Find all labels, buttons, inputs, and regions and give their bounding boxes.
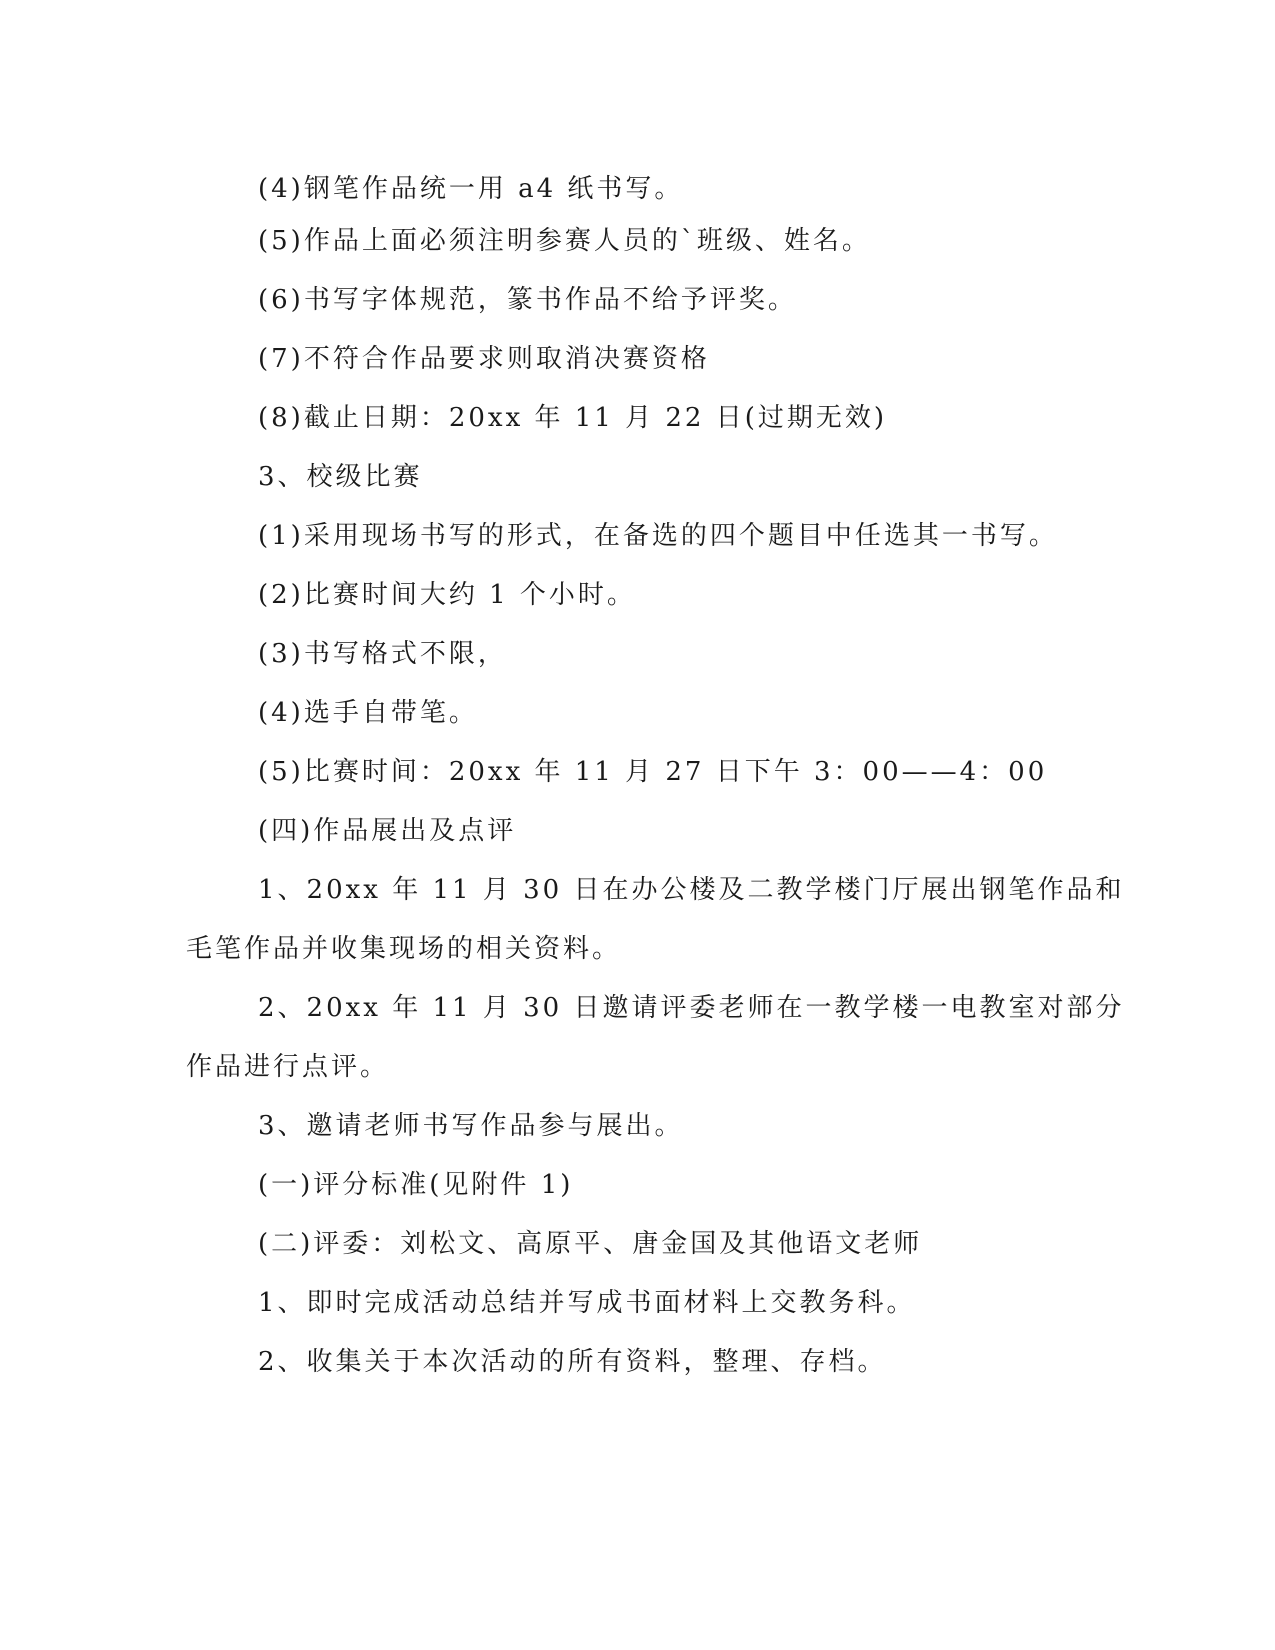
paragraph-line: (2)比赛时间大约 1 个小时。: [258, 580, 636, 610]
paragraph-line: (二)评委：刘松文、高原平、唐金国及其他语文老师: [258, 1229, 923, 1259]
paragraph-line: (8)截止日期：20xx 年 11 月 22 日(过期无效): [258, 403, 888, 433]
paragraph-line: (一)评分标准(见附件 1): [258, 1170, 574, 1200]
paragraph-line: (6)书写字体规范，篆书作品不给予评奖。: [258, 285, 797, 315]
paragraph-line: 毛笔作品并收集现场的相关资料。: [186, 934, 622, 964]
section-heading: (四)作品展出及点评: [258, 816, 517, 846]
paragraph-line: (4)选手自带笔。: [258, 698, 478, 728]
paragraph-line: (5)比赛时间：20xx 年 11 月 27 日下午 3：00——4：00: [258, 757, 1048, 787]
paragraph-line: 作品进行点评。: [186, 1052, 390, 1082]
paragraph-line: 1、即时完成活动总结并写成书面材料上交教务科。: [258, 1288, 916, 1318]
paragraph-line: (3)书写格式不限，: [258, 639, 507, 669]
paragraph-line: (1)采用现场书写的形式，在备选的四个题目中任选其一书写。: [258, 521, 1058, 551]
section-heading: 3、校级比赛: [258, 462, 423, 492]
paragraph-line: (5)作品上面必须注明参赛人员的`班级、姓名。: [258, 226, 871, 256]
paragraph-line: 2、收集关于本次活动的所有资料，整理、存档。: [258, 1347, 887, 1377]
paragraph-line: 3、邀请老师书写作品参与展出。: [258, 1111, 684, 1141]
paragraph-line: (4)钢笔作品统一用 a4 纸书写。: [258, 174, 684, 204]
paragraph-line: 2、20xx 年 11 月 30 日邀请评委老师在一教学楼一电教室对部分: [258, 993, 1125, 1023]
paragraph-line: (7)不符合作品要求则取消决赛资格: [258, 344, 710, 374]
paragraph-line: 1、20xx 年 11 月 30 日在办公楼及二教学楼门厅展出钢笔作品和: [258, 875, 1125, 905]
